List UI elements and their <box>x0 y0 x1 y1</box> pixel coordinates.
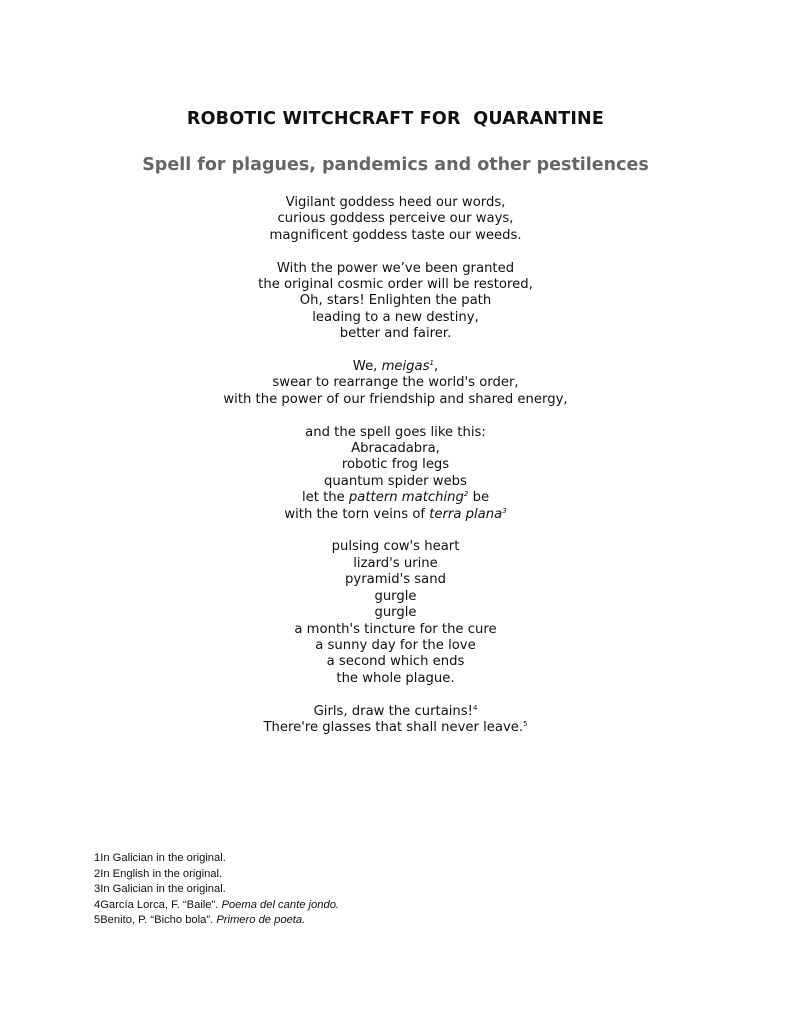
poem-line <box>0 720 791 736</box>
footnote-source-title: Primero de poeta. <box>216 914 306 927</box>
poem-line <box>0 704 791 720</box>
footnote-item: 1In Galician in the original. <box>94 852 226 864</box>
page-subtitle: Spell for plagues, pandemics and other pestilences <box>142 155 649 175</box>
poem-line <box>0 507 791 523</box>
footnote-ref: 1 <box>429 359 434 368</box>
footnote-text: 5Benito, P. “Bicho bola”. <box>94 914 217 927</box>
stanza-1 <box>0 195 791 244</box>
poem-line: a sunny day for the love <box>315 637 476 653</box>
poem-line: better and fairer. <box>339 326 452 342</box>
poem-line: pyramid's sand <box>345 572 446 588</box>
stanza-6 <box>0 704 791 737</box>
poem-line: and the spell goes like this: <box>305 424 486 440</box>
poem-line: Abracadabra, <box>351 441 440 457</box>
poem-line: with the power of our friendship and shared energy, <box>223 391 568 407</box>
poem-line: Oh, stars! Enlighten the path <box>299 293 492 309</box>
footnote-ref: 3 <box>502 506 507 515</box>
poem-line <box>0 359 791 375</box>
poem-italic-term: meigas <box>381 359 430 375</box>
poem-text: Girls, draw the curtains! <box>313 703 473 719</box>
footnotes <box>94 851 744 929</box>
stanza-4 <box>0 425 791 523</box>
poem-line: quantum spider webs <box>324 473 467 489</box>
poem-text: let the <box>301 490 349 506</box>
poem-line: magnificent goddess taste our weeds. <box>269 227 522 243</box>
poem-line <box>0 490 791 506</box>
poem-line: lizard's urine <box>353 555 438 571</box>
poem-line: robotic frog legs <box>341 457 450 473</box>
poem-line: the original cosmic order will be restored, <box>258 277 533 293</box>
poem-line: gurgle <box>374 588 417 604</box>
poem-line: swear to rearrange the world's order, <box>272 375 519 391</box>
poem-italic-term: pattern matching <box>348 490 464 506</box>
footnote-text: 4García Lorca, F. “Baile”. <box>94 898 222 911</box>
poem-line: pulsing cow's heart <box>331 539 460 555</box>
stanza-3 <box>0 359 791 408</box>
footnote-item <box>94 898 744 914</box>
footnote-ref: 4 <box>472 703 478 712</box>
poem-line: curious goddess perceive our ways, <box>277 211 514 227</box>
page-title: ROBOTIC WITCHCRAFT FOR QUARANTINE <box>186 109 605 129</box>
poem-line: the whole plague. <box>336 670 455 686</box>
poem-italic-term: terra plana <box>429 506 503 522</box>
stanza-5 <box>0 539 791 687</box>
poem-line: With the power we’ve been granted <box>276 260 515 276</box>
poem-text: be <box>468 490 490 506</box>
poem-text: , <box>433 359 439 375</box>
footnote-ref: 2 <box>463 490 469 499</box>
footnote-item: 3In Galician in the original. <box>94 883 226 896</box>
stanza-2 <box>0 261 791 343</box>
footnote-item <box>94 913 744 929</box>
footnote-item: 2In English in the original. <box>94 867 223 880</box>
poem-text: There're glasses that shall never leave. <box>263 719 524 735</box>
poem <box>0 195 791 753</box>
poem-text: We, <box>352 359 382 375</box>
poem-line: gurgle <box>374 605 417 621</box>
poem-line: a second which ends <box>326 654 465 670</box>
footnote-ref: 5 <box>523 719 528 728</box>
poem-line: a month's tincture for the cure <box>294 621 497 637</box>
poem-line: Vigilant goddess heed our words, <box>285 195 506 210</box>
poem-line: leading to a new destiny, <box>312 309 479 325</box>
poem-text: with the torn veins of <box>284 506 430 522</box>
footnote-source-title: Poema del cante jondo. <box>221 898 340 911</box>
